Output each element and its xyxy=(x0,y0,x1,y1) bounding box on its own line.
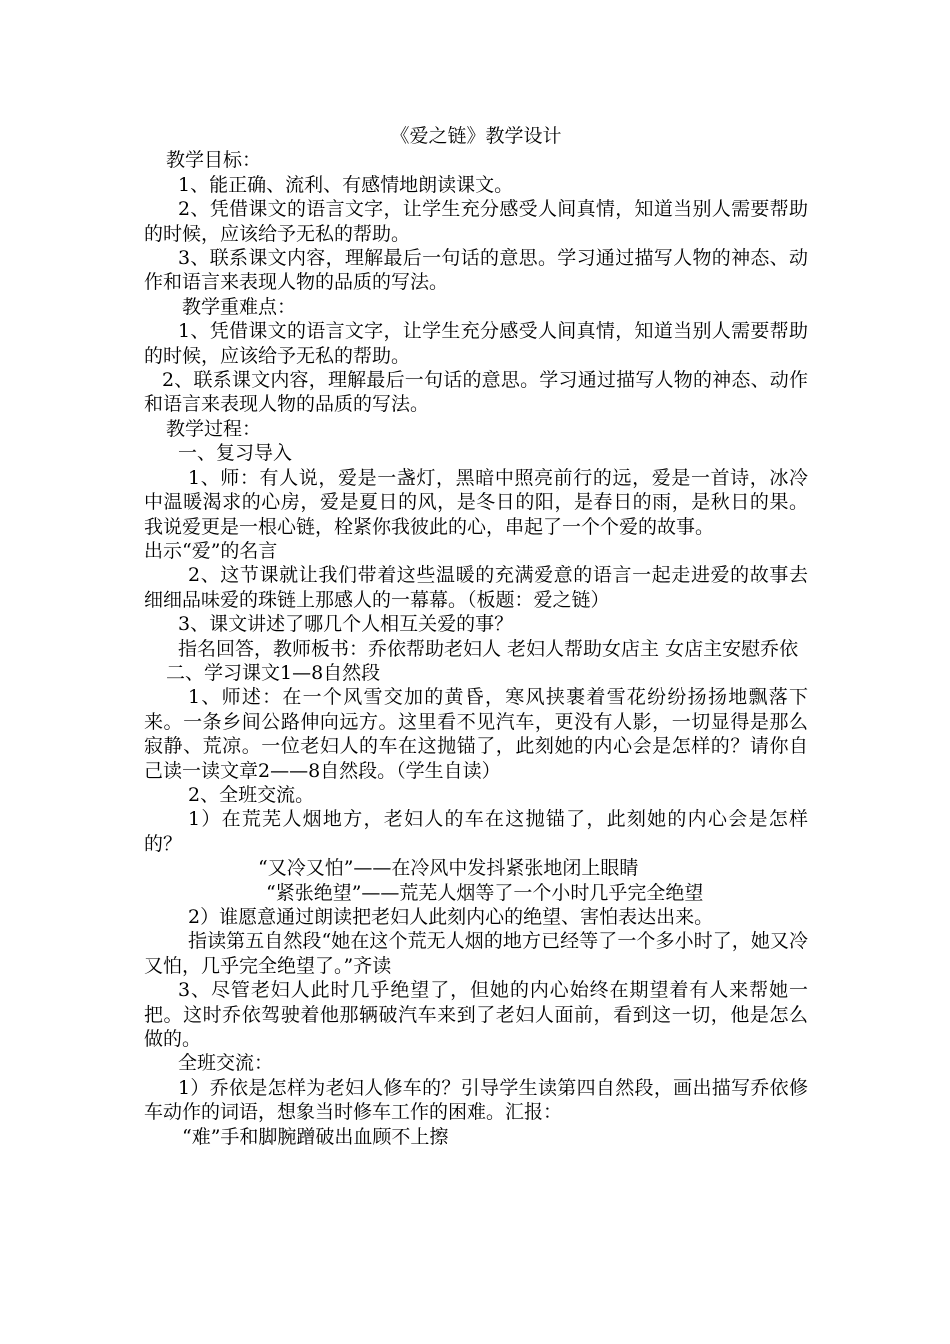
paragraph: 1）在荒芜人烟地方，老妇人的车在这抛锚了，此刻她的内心会是怎样的？ xyxy=(144,808,808,855)
paragraph: 3、课文讲述了哪几个人相互关爱的事？ xyxy=(178,613,514,636)
document-body xyxy=(144,124,808,1149)
subsection-heading: 二、学习课文1—8自然段 xyxy=(166,661,381,684)
subsection-heading: 一、复习导入 xyxy=(178,442,293,465)
quote-line: “又冷又怕”——在冷风中发抖紧张地闭上眼睛 xyxy=(258,857,639,880)
paragraph: 3、联系课文内容，理解最后一句话的意思。学习通过描写人物的神态、动作和语言来表现人物的品质的写法。 xyxy=(144,247,808,294)
paragraph: 2、这节课就让我们带着这些温暖的充满爱意的语言一起走进爱的故事去细细品味爱的珠链上那感人的一幕幕。（板题：爱之链） xyxy=(144,564,808,611)
paragraph: 指名回答，教师板书：乔依帮助老妇人 老妇人帮助女店主 女店主安慰乔依 xyxy=(178,637,799,660)
paragraph: 1、师：有人说，爱是一盏灯，黑暗中照亮前行的远，爱是一首诗，冰冷中温暖渴求的心房，爱是夏日的风，是冬日的阳，是春日的雨，是秋日的果。我说爱更是一根心链，栓紧你我彼此的心，串起了一个个爱的故事。 xyxy=(144,466,808,538)
paragraph: 2）谁愿意通过朗读把老妇人此刻内心的绝望、害怕表达出来。 xyxy=(188,906,714,928)
paragraph: “难”手和脚腕蹭破出血顾不上擦 xyxy=(182,1125,449,1148)
section-heading: 教学重难点： xyxy=(182,295,297,318)
paragraph: 2、联系课文内容，理解最后一句话的意思。学习通过描写人物的神态、动作和语言来表现人物的品质的写法。 xyxy=(144,369,808,416)
paragraph: 指读第五自然段“她在这个荒无人烟的地方已经等了一个多小时了，她又冷又怕，几乎完全绝望了。”齐读 xyxy=(144,930,808,977)
paragraph: 3、尽管老妇人此时几乎绝望了，但她的内心始终在期望着有人来帮她一把。这时乔依驾驶着他那辆破汽车来到了老妇人面前，看到这一切，他是怎么做的。 xyxy=(144,979,808,1051)
paragraph: 1、能正确、流利、有感情地朗读课文。 xyxy=(178,173,514,196)
document-title: 《爱之链》教学设计 xyxy=(390,125,562,147)
quote-line: “紧张绝望”——荒芜人烟等了一个小时几乎完全绝望 xyxy=(266,881,704,904)
paragraph: 2、全班交流。 xyxy=(188,783,315,806)
paragraph: 全班交流： xyxy=(178,1052,274,1075)
paragraph: 2、凭借课文的语言文字，让学生充分感受人间真情，知道当别人需要帮助的时候，应该给予无私的帮助。 xyxy=(144,198,808,245)
paragraph: 1、凭借课文的语言文字，让学生充分感受人间真情，知道当别人需要帮助的时候，应该给予无私的帮助。 xyxy=(144,320,808,367)
paragraph: 1）乔依是怎样为老妇人修车的？引导学生读第四自然段，画出描写乔依修车动作的词语，想象当时修车工作的困难。汇报： xyxy=(144,1076,808,1124)
paragraph: 1、师述：在一个风雪交加的黄昏，寒风挟裹着雪花纷纷扬扬地飘落下来。一条乡间公路伸向远方。这里看不见汽车，更没有人影，一切显得是那么寂静、荒凉。一位老妇人的车在这抛锚了，此刻她的内心会是怎样的？请你自己读一读文章2——8自然段。（学生自读） xyxy=(144,686,808,782)
section-heading: 教学过程： xyxy=(166,417,262,440)
section-heading: 教学目标： xyxy=(166,149,262,172)
paragraph: 出示“爱”的名言 xyxy=(144,539,278,562)
